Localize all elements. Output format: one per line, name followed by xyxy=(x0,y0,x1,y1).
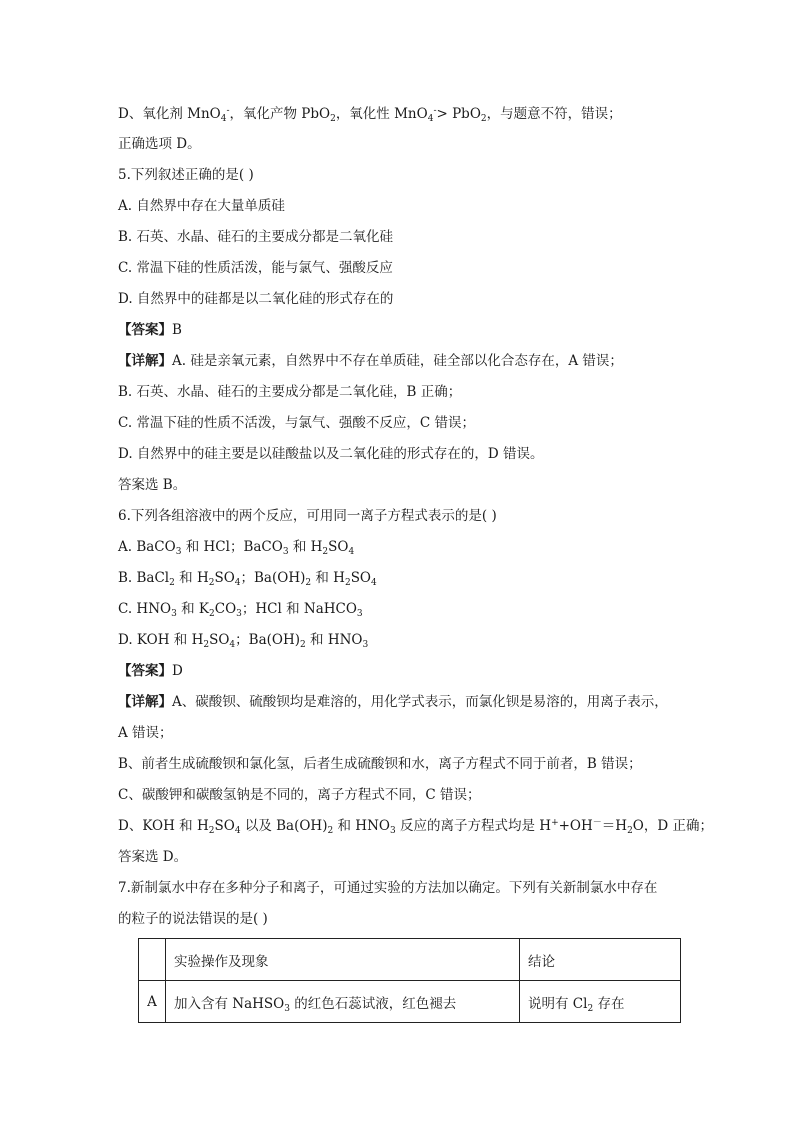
text-run: A. BaCO xyxy=(118,539,176,555)
text-line-q5c xyxy=(118,258,393,278)
subscript: 3 xyxy=(236,609,242,619)
text-line-ans_prev xyxy=(118,134,201,154)
text-line-q6c xyxy=(118,599,363,619)
subscript: 4 xyxy=(220,114,227,124)
table-cell xyxy=(520,981,681,1023)
text-run: +OH xyxy=(558,818,593,834)
text-run: 【答案】 xyxy=(118,663,172,679)
subscript: 3 xyxy=(389,826,396,836)
text-run: C. 常温下硅的性质活泼，能与氯气、强酸反应 xyxy=(118,260,393,276)
text-run: D、氧化剂 MnO xyxy=(118,106,221,122)
table-header-cell: 结论 xyxy=(520,939,681,981)
text-line-q6b xyxy=(118,568,377,588)
subscript: 3 xyxy=(282,547,289,557)
text-run: A. 自然界中存在大量单质硅 xyxy=(118,198,285,214)
table-row xyxy=(139,981,681,1023)
subscript: 2 xyxy=(208,578,215,588)
text-run: 和 HNO xyxy=(305,632,363,648)
text-run: 【详解】 xyxy=(118,694,172,710)
table-cell xyxy=(166,981,520,1023)
text-run: D xyxy=(172,663,183,679)
superscript: + xyxy=(551,818,559,828)
text-line-q6 xyxy=(118,506,497,526)
text-line-q6x2 xyxy=(118,754,642,774)
subscript: 2 xyxy=(344,578,351,588)
text-run: D. 自然界中的硅主要是以硅酸盐以及二氧化硅的形式存在的，D 错误。 xyxy=(118,446,544,462)
subscript: 3 xyxy=(362,640,369,650)
text-run: 的红色石蕊试液，红色褪去 xyxy=(289,995,457,1012)
table-header-row xyxy=(139,939,681,981)
text-run: O，D 正确； xyxy=(632,818,713,834)
text-run: SO xyxy=(214,570,235,586)
superscript: - xyxy=(226,106,230,116)
superscript: - xyxy=(433,106,437,116)
subscript: 2 xyxy=(327,826,334,836)
text-run: 和 H xyxy=(288,539,323,555)
text-run: 6.下列各组溶液中的两个反应，可用同一离子方程式表示的是( ) xyxy=(118,508,497,524)
text-run: ，与题意不符，错误； xyxy=(486,106,622,122)
text-run: A、碳酸钡、硫酸钡均是难溶的，用化学式表示，而氯化钡是易溶的，用离子表示， xyxy=(172,694,668,710)
text-run: ，氧化性 MnO xyxy=(335,106,428,122)
subscript: 4 xyxy=(234,578,241,588)
text-line-q7 xyxy=(118,878,657,898)
subscript: 3 xyxy=(284,1003,290,1014)
text-run: 答案选 B。 xyxy=(118,477,187,493)
text-run: 以及 Ba(OH) xyxy=(240,818,328,834)
text-run: > PbO xyxy=(436,106,481,122)
text-line-q5b xyxy=(118,227,393,247)
subscript: 2 xyxy=(305,578,312,588)
subscript: 4 xyxy=(427,114,434,124)
subscript: 2 xyxy=(300,640,306,650)
subscript: 4 xyxy=(348,547,355,557)
text-run: D、KOH 和 H xyxy=(118,818,209,834)
text-line-q5x5 xyxy=(118,475,186,495)
text-line-q6d xyxy=(118,630,368,650)
text-run: 5.下列叙述正确的是( ) xyxy=(118,167,254,183)
text-run: 【答案】 xyxy=(118,322,172,338)
text-line-q5ans xyxy=(118,320,182,340)
table-header-cell xyxy=(139,939,166,981)
text-line-q6x1 xyxy=(118,692,668,712)
text-run: ＝H xyxy=(601,818,628,834)
subscript: 4 xyxy=(229,640,236,650)
text-line-q5x1 xyxy=(118,351,623,371)
text-run: 7.新制氯水中存在多种分子和离子，可通过实验的方法加以确定。下列有关新制氯水中存在 xyxy=(118,880,658,896)
subscript: 4 xyxy=(234,826,241,836)
text-run: 答案选 D。 xyxy=(118,849,188,865)
text-run: SO xyxy=(328,539,349,555)
subscript: 2 xyxy=(587,1003,594,1014)
text-run: SO xyxy=(209,632,230,648)
subscript: 2 xyxy=(627,826,633,836)
text-run: SO xyxy=(214,818,235,834)
text-run: C. HNO xyxy=(118,601,172,617)
text-run: CO xyxy=(214,601,237,617)
text-run: B. BaCl xyxy=(118,570,170,586)
text-line-q6x5 xyxy=(118,847,187,867)
experiment-table xyxy=(138,938,681,1023)
text-run: 正确选项 D。 xyxy=(118,136,201,152)
text-run: 和 K xyxy=(176,601,209,617)
text-run: SO xyxy=(350,570,372,586)
subscript: 2 xyxy=(169,578,175,588)
subscript: 3 xyxy=(171,609,177,619)
text-run: D. 自然界中的硅都是以二氧化硅的形式存在的 xyxy=(118,291,394,307)
text-run: 加入含有 NaHSO xyxy=(174,995,285,1012)
text-line-q6x1b xyxy=(118,723,173,743)
text-run: 【详解】 xyxy=(118,353,172,369)
subscript: 2 xyxy=(203,640,210,650)
text-line-q5x3 xyxy=(118,413,475,433)
text-line-q5x4 xyxy=(118,444,544,464)
text-run: B. 石英、水晶、硅石的主要成分都是二氧化硅 xyxy=(118,229,394,245)
subscript: 2 xyxy=(480,114,487,124)
text-line-q5 xyxy=(118,165,254,185)
subscript: 2 xyxy=(322,547,329,557)
subscript: 3 xyxy=(356,609,363,619)
text-line-d_prev xyxy=(118,104,622,124)
text-run: 和 HCl；BaCO xyxy=(181,539,283,555)
subscript: 2 xyxy=(330,114,336,124)
text-run: C. 常温下硅的性质不活泼，与氯气、强酸不反应，C 错误； xyxy=(118,415,476,431)
text-run: 存在 xyxy=(593,995,625,1012)
text-run: A xyxy=(147,993,157,1010)
text-line-q5x2 xyxy=(118,382,461,402)
subscript: 4 xyxy=(371,578,377,588)
text-run: B xyxy=(172,322,182,338)
table-cell xyxy=(139,981,166,1023)
text-run: D. KOH 和 H xyxy=(118,632,204,648)
subscript: 3 xyxy=(175,547,182,557)
text-run: B、前者生成硫酸钡和氯化氢，后者生成硫酸钡和水，离子方程式不同于前者，B 错误； xyxy=(118,756,642,772)
text-run: 和 H xyxy=(174,570,209,586)
superscript: － xyxy=(592,818,602,828)
text-line-q5a xyxy=(118,196,285,216)
text-line-q6x4 xyxy=(118,816,713,836)
text-line-q5d xyxy=(118,289,393,309)
text-run: 的粒子的说法错误的是( ) xyxy=(118,911,268,927)
subscript: 2 xyxy=(209,609,215,619)
text-run: 和 HNO xyxy=(333,818,390,834)
text-run: 反应的离子方程式均是 H xyxy=(395,818,552,834)
text-run: 和 H xyxy=(311,570,345,586)
text-run: ；Ba(OH) xyxy=(240,570,306,586)
text-run: ；Ba(OH) xyxy=(235,632,300,648)
text-line-q6a xyxy=(118,537,354,557)
text-line-q6x3 xyxy=(118,785,480,805)
text-run: ；HCl 和 NaHCO xyxy=(241,601,357,617)
text-line-q6ans xyxy=(118,661,183,681)
text-run: 说明有 Cl xyxy=(528,995,588,1012)
text-run: B. 石英、水晶、硅石的主要成分都是二氧化硅，B 正确； xyxy=(118,384,462,400)
table-header-cell: 实验操作及现象 xyxy=(166,939,520,981)
subscript: 2 xyxy=(208,826,215,836)
text-run: A 错误； xyxy=(118,725,173,741)
text-run: A. 硅是亲氧元素，自然界中不存在单质硅，硅全部以化合态存在，A 错误； xyxy=(172,353,623,369)
text-run: C、碳酸钾和碳酸氢钠是不同的，离子方程式不同，C 错误； xyxy=(118,787,481,803)
text-run: ，氧化产物 PbO xyxy=(229,106,331,122)
text-line-q7b xyxy=(118,909,268,929)
